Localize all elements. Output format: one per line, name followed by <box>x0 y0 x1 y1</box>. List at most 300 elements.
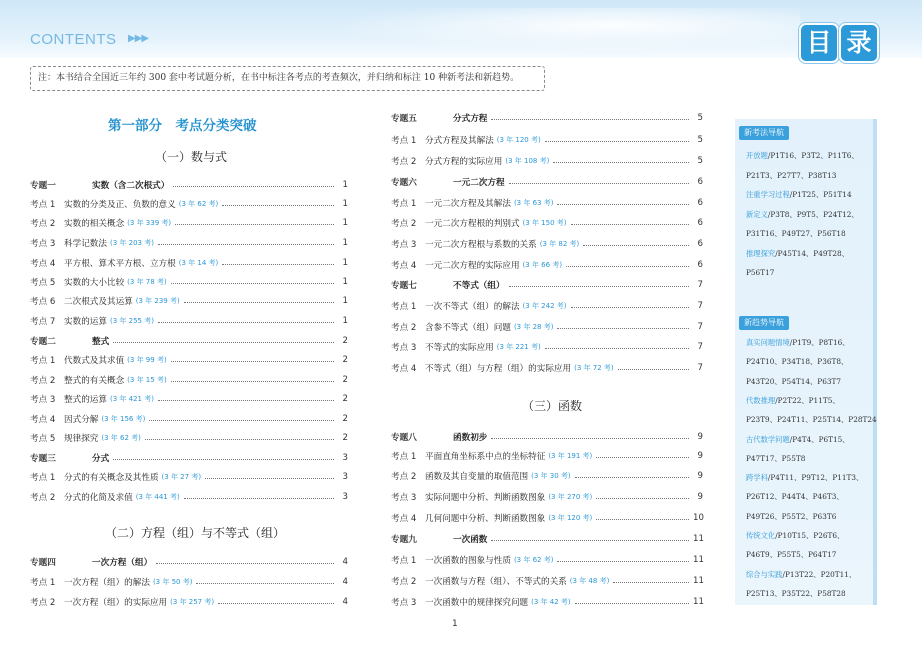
toc-number: 考点 1 <box>30 356 56 366</box>
toc-title: 代数式及其求值 <box>64 356 125 366</box>
new-trend-refs: /P4T11、P9T12、P11T3、 <box>767 473 864 483</box>
toc-page-number: 7 <box>697 363 703 373</box>
toc-title: 科学记数法 <box>64 239 107 249</box>
toc-number: 考点 4 <box>391 261 417 271</box>
dot-leader <box>205 478 334 479</box>
exam-frequency: (3 年 156 考) <box>101 415 146 423</box>
toc-number: 考点 2 <box>30 598 56 608</box>
toc-title: 一次方程（组）的解法 <box>64 578 150 588</box>
dot-leader <box>156 563 334 564</box>
new-method-line <box>746 209 859 221</box>
new-trend-refs: P47T17、P55T8 <box>746 453 806 463</box>
toc-item-row <box>30 256 348 270</box>
toc-page-number: 4 <box>342 557 348 567</box>
toc-number: 考点 2 <box>30 493 56 503</box>
toc-page-number: 9 <box>697 432 703 442</box>
dot-leader <box>571 224 690 225</box>
toc-page-number: 1 <box>342 316 348 326</box>
toc-page-number: 4 <box>342 597 348 607</box>
new-trend-refs: P24T10、P34T18、P36T8、 <box>746 357 849 367</box>
exam-frequency: (3 年 242 考) <box>522 302 567 310</box>
toc-page-number: 9 <box>697 471 703 481</box>
exam-frequency: (3 年 108 考) <box>505 157 550 165</box>
toc-page-number: 2 <box>342 336 348 346</box>
toc-item-row <box>30 294 348 308</box>
toc-item-row <box>391 154 703 168</box>
toc-item-row <box>30 595 348 609</box>
toc-title: 一次函数中的规律探究问题 <box>425 598 529 608</box>
exam-frequency: (3 年 270 考) <box>548 493 593 501</box>
dot-leader <box>173 186 334 187</box>
dot-leader <box>557 328 689 329</box>
toc-title: 分式 <box>92 454 110 464</box>
toc-page-number: 11 <box>693 534 704 544</box>
new-trend-refs: P26T12、P44T4、P46T3、 <box>746 492 844 502</box>
arrows-icon: ▶▶▶ <box>128 33 149 44</box>
toc-item-row <box>391 595 703 609</box>
dot-leader <box>575 477 689 478</box>
new-method-line <box>746 189 852 201</box>
new-method-refs: P31T16、P49T27、P56T18 <box>746 229 846 238</box>
toc-number: 专题八 <box>391 433 417 443</box>
exam-frequency: (3 年 239 考) <box>135 297 180 305</box>
toc-item-row <box>391 320 703 334</box>
dot-leader <box>171 361 334 362</box>
dot-leader <box>509 286 689 287</box>
new-method-refs: /P45T14、P49T28、 <box>775 248 849 258</box>
toc-page-number: 6 <box>697 198 703 208</box>
exam-frequency: (3 年 339 考) <box>127 219 172 227</box>
new-method-line <box>746 248 849 260</box>
toc-item-row <box>30 216 348 230</box>
toc-item-row <box>391 133 703 147</box>
toc-title: 一次函数 <box>453 535 488 545</box>
toc-page-number: 1 <box>342 180 348 190</box>
toc-page-number: 11 <box>693 597 704 607</box>
new-trend-line <box>746 569 856 581</box>
toc-item-row <box>391 258 703 272</box>
exam-frequency: (3 年 203 考) <box>109 239 154 247</box>
new-trend-refs: /P10T15、P26T6、 <box>775 531 845 540</box>
exam-frequency: (3 年 63 考) <box>513 199 554 207</box>
toc-item-row <box>30 431 348 445</box>
toc-item-row <box>391 553 703 567</box>
title-char-2: 录 <box>841 25 877 61</box>
toc-number: 考点 1 <box>391 136 417 146</box>
toc-number: 考点 3 <box>30 395 56 405</box>
toc-item-row <box>391 299 703 313</box>
new-trend-line <box>746 453 805 465</box>
toc-page-number: 2 <box>342 375 348 385</box>
dot-leader <box>196 583 334 584</box>
exam-frequency: (3 年 62 考) <box>101 434 141 442</box>
new-trend-line <box>746 472 863 484</box>
toc-page-number: 2 <box>342 355 348 365</box>
dot-leader <box>596 498 689 499</box>
toc-page-number: 9 <box>697 492 703 502</box>
toc-title: 实数的大小比较 <box>64 278 125 288</box>
toc-item-row <box>30 575 348 589</box>
toc-number: 考点 2 <box>391 577 417 587</box>
toc-item-row <box>30 197 348 211</box>
new-trend-refs: /P1T9、P8T16、 <box>789 338 850 347</box>
toc-number: 考点 4 <box>391 364 417 374</box>
toc-number: 考点 1 <box>391 452 417 462</box>
toc-item-row <box>391 574 703 588</box>
dot-leader <box>491 119 689 120</box>
toc-number: 考点 3 <box>391 598 417 608</box>
toc-title: 分式方程 <box>453 114 488 124</box>
toc-page-number: 6 <box>697 260 703 270</box>
header-band <box>0 0 922 58</box>
toc-number: 专题七 <box>391 281 417 291</box>
toc-number: 专题四 <box>30 558 56 568</box>
new-method-line <box>746 267 774 279</box>
toc-page-number: 1 <box>342 238 348 248</box>
toc-title: 实际问题中分析、判断函数图象 <box>425 493 546 503</box>
new-trend-label: 跨学科 <box>746 473 768 483</box>
toc-page-number: 2 <box>342 433 348 443</box>
toc-number: 考点 4 <box>391 514 417 524</box>
exam-frequency: (3 年 14 考) <box>178 259 219 267</box>
toc-item-row <box>30 314 348 328</box>
exam-frequency: (3 年 255 考) <box>109 317 154 325</box>
toc-page-number: 3 <box>342 472 348 482</box>
toc-page-number: 3 <box>342 453 348 463</box>
dot-leader <box>171 283 334 284</box>
toc-item-row <box>30 353 348 367</box>
new-trend-line <box>746 434 850 446</box>
toc-item-row <box>391 469 703 483</box>
note-box: 注：本书结合全国近三年约 300 套中考试题分析，在书中标注各考点的考查频次，并归纳和标注 10 种新考法和新趋势。 <box>30 66 545 91</box>
toc-page-number: 2 <box>342 414 348 424</box>
exam-frequency: (3 年 30 考) <box>531 472 571 480</box>
dot-leader <box>613 582 689 583</box>
new-trend-refs: P23T9、P24T11、P25T14、P28T24 <box>746 415 877 425</box>
toc-number: 专题二 <box>30 337 56 347</box>
toc-item-row <box>391 216 703 230</box>
new-trend-line <box>746 337 850 349</box>
section-title-3: （三）函数 <box>522 399 583 413</box>
exam-frequency: (3 年 221 考) <box>496 343 541 351</box>
exam-frequency: (3 年 82 考) <box>539 240 580 248</box>
toc-number: 考点 2 <box>391 219 417 229</box>
toc-number: 考点 2 <box>30 376 56 386</box>
toc-topic-row <box>391 430 703 444</box>
dot-leader <box>158 244 334 245</box>
toc-title: 分式方程的实际应用 <box>425 157 503 167</box>
toc-title: 一次函数与方程（组）、不等式的关系 <box>425 577 567 587</box>
toc-title: 不等式的实际应用 <box>425 343 494 353</box>
exam-frequency: (3 年 66 考) <box>522 261 563 269</box>
toc-page-number: 4 <box>342 577 348 587</box>
dot-leader <box>557 204 689 205</box>
new-trend-refs: P43T20、P54T14、P63T7 <box>746 376 841 386</box>
new-trend-label: 综合与实践 <box>746 569 783 579</box>
new-method-label: 推理探究 <box>746 248 776 258</box>
dot-leader <box>545 348 689 349</box>
toc-page-number: 11 <box>693 576 704 586</box>
toc-page-number: 1 <box>342 296 348 306</box>
toc-page-number: 7 <box>697 342 703 352</box>
contents-heading: CONTENTS <box>30 31 117 48</box>
new-trend-refs: P49T26、P55T2、P63T6 <box>746 511 837 521</box>
new-trend-refs: P25T13、P35T22、P58T28 <box>746 588 846 598</box>
toc-topic-row <box>30 451 348 465</box>
toc-title: 规律探究 <box>64 434 99 444</box>
toc-title: 因式分解 <box>64 415 99 425</box>
dot-leader <box>149 420 334 421</box>
toc-number: 考点 1 <box>391 302 417 312</box>
toc-page-number: 2 <box>342 394 348 404</box>
new-method-tag: 新考法导航 <box>739 126 789 140</box>
new-method-refs: /P1T25、P51T14 <box>789 190 852 199</box>
toc-page-number: 1 <box>342 258 348 268</box>
new-trend-tag: 新趋势导航 <box>739 316 789 330</box>
toc-title: 实数的相关概念 <box>64 219 125 229</box>
toc-title: 分式的化简及求值 <box>64 493 133 503</box>
exam-frequency: (3 年 62 考) <box>178 200 219 208</box>
toc-title: 分式方程及其解法 <box>425 136 494 146</box>
new-trend-line <box>746 356 848 368</box>
toc-number: 考点 7 <box>30 317 56 327</box>
toc-title: 一元二次方程的实际应用 <box>425 261 520 271</box>
new-method-refs: P21T3、P27T7、P38T13 <box>746 170 837 180</box>
exam-frequency: (3 年 15 考) <box>127 376 167 384</box>
exam-frequency: (3 年 421 考) <box>109 395 154 403</box>
toc-number: 考点 5 <box>30 278 56 288</box>
toc-item-row <box>30 236 348 250</box>
toc-number: 考点 1 <box>391 556 417 566</box>
toc-item-row <box>30 470 348 484</box>
dot-leader <box>583 245 689 246</box>
dot-leader <box>175 224 334 225</box>
toc-item-row <box>391 237 703 251</box>
toc-page-number: 5 <box>697 113 703 123</box>
toc-topic-row <box>30 334 348 348</box>
toc-topic-row <box>30 555 348 569</box>
toc-item-row <box>30 275 348 289</box>
toc-number: 考点 1 <box>30 578 56 588</box>
new-trend-line <box>746 549 836 561</box>
toc-page-number: 5 <box>697 135 703 145</box>
toc-title: 实数的分类及正、负数的意义 <box>64 200 176 210</box>
title-char-1: 目 <box>801 25 837 61</box>
toc-number: 考点 2 <box>391 157 417 167</box>
dot-leader <box>557 561 689 562</box>
toc-item-row <box>391 490 703 504</box>
toc-number: 考点 1 <box>30 473 56 483</box>
exam-frequency: (3 年 62 考) <box>513 556 554 564</box>
toc-title: 几何问题中分析、判断函数图象 <box>425 514 546 524</box>
dot-leader <box>158 400 334 401</box>
toc-item-row <box>391 361 703 375</box>
dot-leader <box>553 162 689 163</box>
exam-frequency: (3 年 150 考) <box>522 219 567 227</box>
exam-frequency: (3 年 72 考) <box>574 364 614 372</box>
new-method-line <box>746 150 859 162</box>
dot-leader <box>571 307 690 308</box>
section-title-2: （二）方程（组）与不等式（组） <box>105 526 286 540</box>
toc-title: 一元二次方程根与系数的关系 <box>425 240 537 250</box>
new-trend-label: 代数推理 <box>746 395 776 405</box>
exam-frequency: (3 年 27 考) <box>161 473 202 481</box>
exam-frequency: (3 年 257 考) <box>170 598 215 606</box>
toc-item-row <box>391 511 703 525</box>
exam-frequency: (3 年 50 考) <box>152 578 193 586</box>
toc-topic-row <box>391 278 703 292</box>
toc-topic-row <box>391 111 703 125</box>
exam-frequency: (3 年 42 考) <box>531 598 571 606</box>
toc-number: 考点 3 <box>30 239 56 249</box>
new-trend-refs: /P2T22、P11T5、 <box>775 395 840 405</box>
toc-item-row <box>30 490 348 504</box>
new-trend-line <box>746 511 836 523</box>
new-trend-line <box>746 588 846 600</box>
dot-leader <box>509 183 689 184</box>
dot-leader <box>113 459 334 460</box>
toc-number: 专题一 <box>30 181 56 191</box>
toc-number: 考点 2 <box>30 219 56 229</box>
toc-title: 分式的有关概念及其性质 <box>64 473 159 483</box>
new-method-refs: /P1T16、P3T2、P11T6、 <box>767 151 859 160</box>
toc-title: 整式的运算 <box>64 395 107 405</box>
dot-leader <box>566 266 689 267</box>
toc-title: 含参不等式（组）问题 <box>425 323 511 333</box>
dot-leader <box>184 498 334 499</box>
new-method-label: 开放题 <box>746 151 768 160</box>
sidebar-panel <box>735 119 877 605</box>
toc-number: 专题三 <box>30 454 56 464</box>
new-trend-refs: P46T9、P55T5、P64T17 <box>746 550 837 560</box>
toc-title: 一次函数的图象与性质 <box>425 556 511 566</box>
dot-leader <box>575 603 689 604</box>
toc-number: 考点 1 <box>30 200 56 210</box>
toc-number: 考点 5 <box>30 434 56 444</box>
toc-number: 专题九 <box>391 535 417 545</box>
toc-title: 一次方程（组） <box>92 558 153 568</box>
toc-item-row <box>30 373 348 387</box>
toc-topic-row <box>30 178 348 192</box>
toc-title: 函数及其自变量的取值范围 <box>425 472 529 482</box>
new-trend-refs: /P4T4、P6T15、 <box>789 434 850 444</box>
section-title-1: （一）数与式 <box>155 150 228 164</box>
exam-frequency: (3 年 99 考) <box>127 356 167 364</box>
toc-number: 考点 3 <box>391 343 417 353</box>
dot-leader <box>158 322 334 323</box>
toc-page-number: 7 <box>697 322 703 332</box>
new-trend-refs: /P13T22、P20T11、 <box>782 569 857 579</box>
toc-number: 考点 2 <box>391 323 417 333</box>
new-method-line <box>746 228 846 240</box>
toc-page-number: 1 <box>342 218 348 228</box>
toc-page-number: 9 <box>697 451 703 461</box>
dot-leader <box>222 264 334 265</box>
toc-item-row <box>391 449 703 463</box>
new-trend-label: 古代数学问题 <box>746 434 790 444</box>
dot-leader <box>113 342 334 343</box>
toc-page-number: 1 <box>342 199 348 209</box>
toc-page-number: 10 <box>693 513 704 523</box>
exam-frequency: (3 年 78 考) <box>127 278 167 286</box>
toc-title: 一元二次方程及其解法 <box>425 199 511 209</box>
new-trend-line <box>746 491 844 503</box>
toc-page-number: 3 <box>342 492 348 502</box>
toc-title: 一次方程（组）的实际应用 <box>64 598 168 608</box>
toc-title: 实数的运算 <box>64 317 107 327</box>
toc-page-number: 1 <box>342 277 348 287</box>
exam-frequency: (3 年 120 考) <box>548 514 593 522</box>
toc-title: 一元二次方程根的判别式 <box>425 219 520 229</box>
toc-title: 不等式（组）与方程（组）的实际应用 <box>425 364 572 374</box>
toc-page-number: 5 <box>697 156 703 166</box>
toc-item-row <box>30 412 348 426</box>
exam-frequency: (3 年 48 考) <box>569 577 610 585</box>
toc-number: 考点 4 <box>30 415 56 425</box>
header-decoration <box>330 8 800 52</box>
new-method-label: 注重学习过程 <box>746 190 790 199</box>
exam-frequency: (3 年 28 考) <box>513 323 554 331</box>
toc-number: 考点 3 <box>391 493 417 503</box>
page-number: 1 <box>452 619 458 629</box>
toc-title: 一次不等式（组）的解法 <box>425 302 520 312</box>
dot-leader <box>596 519 689 520</box>
toc-page-number: 7 <box>697 301 703 311</box>
new-trend-label: 传统文化 <box>746 531 776 540</box>
new-method-refs: /P3T8、P9T5、P24T12、 <box>767 209 859 219</box>
dot-leader <box>145 439 334 440</box>
toc-number: 专题六 <box>391 178 417 188</box>
toc-page-number: 6 <box>697 239 703 249</box>
toc-number: 考点 1 <box>391 199 417 209</box>
dot-leader <box>618 369 689 370</box>
toc-page-number: 11 <box>693 555 704 565</box>
part-title: 第一部分 考点分类突破 <box>108 118 257 134</box>
exam-frequency: (3 年 441 考) <box>135 493 180 501</box>
toc-number: 专题五 <box>391 114 417 124</box>
toc-title: 平方根、算术平方根、立方根 <box>64 259 176 269</box>
toc-number: 考点 6 <box>30 297 56 307</box>
new-trend-line <box>746 395 840 407</box>
toc-item-row <box>30 392 348 406</box>
toc-title: 平面直角坐标系中点的坐标特征 <box>425 452 546 462</box>
new-method-refs: P56T17 <box>746 268 775 277</box>
new-trend-line <box>746 376 841 388</box>
toc-title: 二次根式及其运算 <box>64 297 133 307</box>
new-trend-line <box>746 530 844 542</box>
dot-leader <box>491 438 689 439</box>
toc-title: 不等式（组） <box>453 281 505 291</box>
toc-item-row <box>391 340 703 354</box>
dot-leader <box>222 205 334 206</box>
dot-leader <box>491 540 689 541</box>
toc-title: 整式 <box>92 337 110 347</box>
toc-title: 实数（含二次根式） <box>92 181 170 191</box>
toc-topic-row <box>391 532 703 546</box>
toc-number: 考点 3 <box>391 240 417 250</box>
new-method-line <box>746 170 836 182</box>
new-trend-label: 真实问题情境 <box>746 338 790 347</box>
toc-page-number: 7 <box>697 280 703 290</box>
toc-title: 函数初步 <box>453 433 488 443</box>
toc-item-row <box>391 196 703 210</box>
dot-leader <box>218 603 334 604</box>
toc-title: 整式的有关概念 <box>64 376 125 386</box>
exam-frequency: (3 年 191 考) <box>548 452 593 460</box>
dot-leader <box>171 381 334 382</box>
toc-number: 考点 2 <box>391 472 417 482</box>
dot-leader <box>184 302 334 303</box>
